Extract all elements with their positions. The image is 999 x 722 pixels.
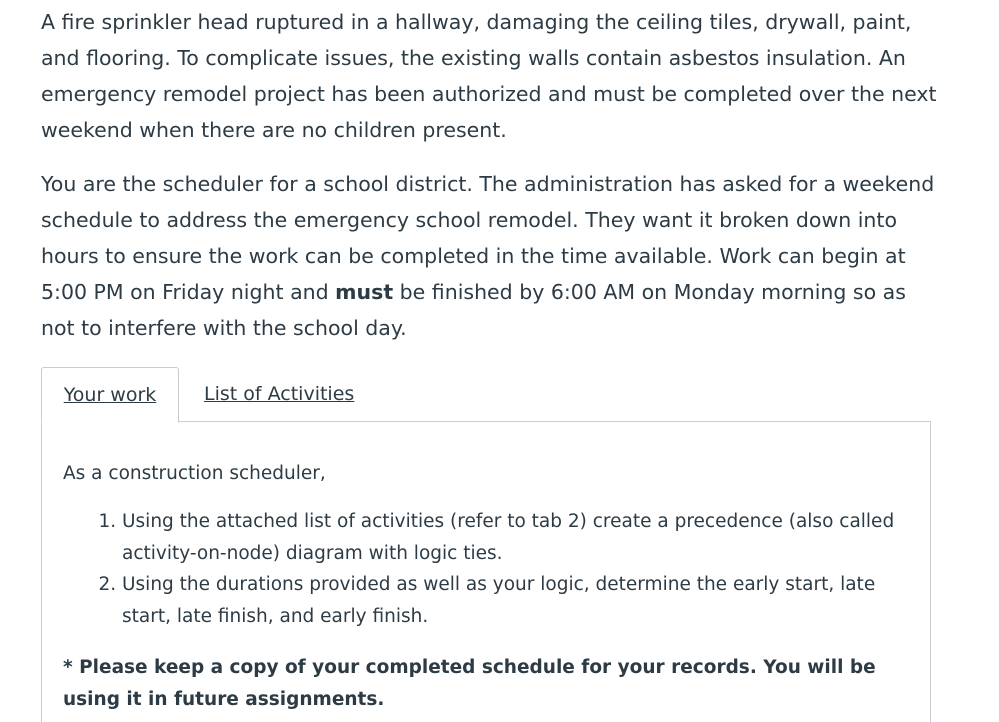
- scenario-paragraph: A fire sprinkler head ruptured in a hallway, damaging the ceiling tiles, drywall, paint, and flooring. To complicate issues, the existing walls contain asbestos insulation. An emergency remodel project has been authorized and must be completed over the next weekend when there are no children present.: [41, 10, 937, 142]
- tab-your-work[interactable]: [41, 367, 179, 423]
- instruction-step: 2. Using the durations provided as well as your logic, determine the early start, late start, late finish, and early finish.: [122, 569, 910, 632]
- records-note: * Please keep a copy of your completed schedule for your records. You will be using it in future assignments.: [63, 657, 876, 710]
- panel-content: [42, 422, 930, 715]
- panel-intro-text: As a construction scheduler,: [63, 463, 326, 484]
- tab-list-of-activities-label[interactable]: List of Activities: [204, 383, 355, 405]
- emphasis-must: must: [335, 280, 394, 304]
- tab-your-work-label[interactable]: Your work: [63, 384, 157, 406]
- scheduler-text-end: be finished by 6:00 AM on Monday morning so as not to interfere with the school day.: [41, 280, 906, 340]
- scheduler-text-start: You are the scheduler for a school district. The administration has asked for a weekend schedule to address the emergency school remodel. They want it broken down into hours to ensure the work can be completed in the time available. Work can begin at 5:00 PM on Friday night and: [41, 172, 935, 304]
- scheduler-paragraph: [41, 166, 941, 346]
- instruction-step: 1. Using the attached list of activities (refer to tab 2) create a precedence (also called activity-on-node) diagram with logic ties.: [122, 506, 910, 569]
- tab-panel-your-work: [41, 421, 931, 722]
- assignment-description: [41, 4, 941, 346]
- assignment-tabs: [41, 367, 931, 711]
- instruction-list: [63, 506, 910, 632]
- tab-bar: [41, 367, 931, 422]
- tab-list-of-activities[interactable]: [204, 367, 354, 421]
